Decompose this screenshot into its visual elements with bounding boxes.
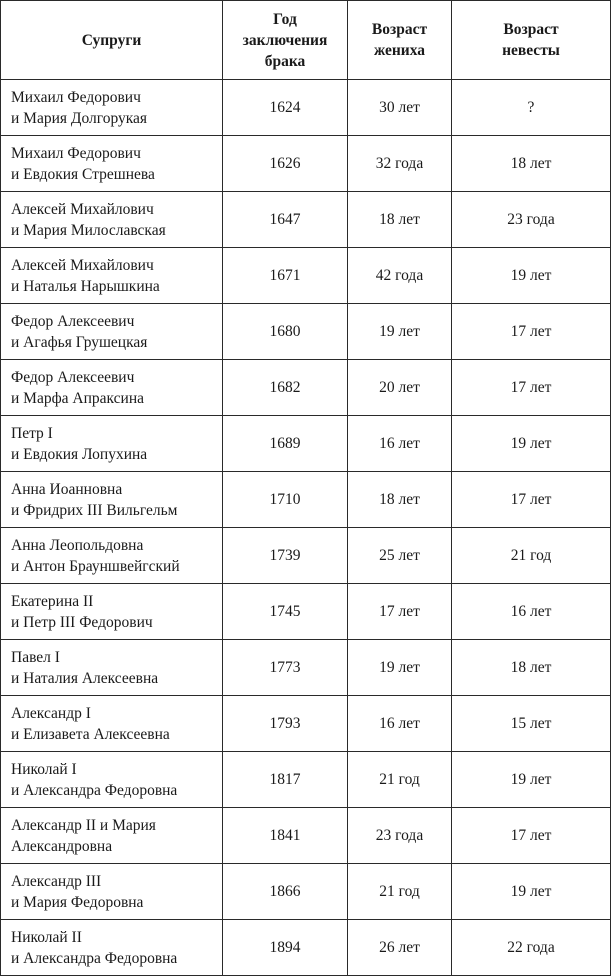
spouses-line: Анна Леопольдовна (11, 536, 144, 554)
spouses-line: и Мария Долгорукая (11, 109, 148, 127)
spouses-line: Петр I (11, 424, 53, 442)
year-cell: 1710 (223, 472, 348, 528)
table-row (1, 248, 611, 304)
groom-age-cell: 16 лет (348, 416, 452, 472)
spouses-line: Анна Иоанновна (11, 480, 123, 498)
spouses-line: и Антон Брауншвейгский (11, 557, 180, 575)
table-row (1, 864, 611, 920)
spouses-line: и Петр III Федорович (11, 613, 153, 631)
bride-age-cell: 17 лет (452, 360, 611, 416)
groom-age-cell: 17 лет (348, 584, 452, 640)
header-row (1, 1, 611, 80)
spouses-cell (1, 752, 223, 808)
header-bride-age (452, 1, 611, 80)
header-year-line: Год (273, 10, 297, 28)
table-row (1, 304, 611, 360)
year-cell: 1626 (223, 136, 348, 192)
table-row (1, 752, 611, 808)
table-row (1, 80, 611, 136)
spouses-line: и Марфа Апраксина (11, 389, 144, 407)
spouses-cell (1, 416, 223, 472)
spouses-line: Алексей Михайлович (11, 256, 154, 274)
spouses-cell (1, 304, 223, 360)
spouses-cell (1, 864, 223, 920)
table-body (1, 80, 611, 976)
spouses-cell (1, 584, 223, 640)
groom-age-cell: 26 лет (348, 920, 452, 976)
bride-age-cell: 17 лет (452, 304, 611, 360)
spouses-line: Александровна (11, 837, 113, 855)
bride-age-cell: 18 лет (452, 640, 611, 696)
header-groom-age (348, 1, 452, 80)
spouses-cell (1, 808, 223, 864)
year-cell: 1866 (223, 864, 348, 920)
groom-age-cell: 23 года (348, 808, 452, 864)
spouses-cell (1, 136, 223, 192)
bride-age-cell: 21 год (452, 528, 611, 584)
table-header (1, 1, 611, 80)
spouses-line: Алексей Михайлович (11, 200, 154, 218)
table-row (1, 808, 611, 864)
groom-age-cell: 18 лет (348, 192, 452, 248)
spouses-cell (1, 248, 223, 304)
bride-age-cell: 19 лет (452, 752, 611, 808)
groom-age-cell: 30 лет (348, 80, 452, 136)
header-groom-age-line: Возраст (371, 21, 428, 38)
bride-age-cell: 19 лет (452, 864, 611, 920)
spouses-line: и Наталья Нарышкина (11, 277, 160, 295)
spouses-line: Федор Алексеевич (11, 312, 135, 330)
spouses-line: Михаил Федорович (11, 144, 141, 162)
bride-age-cell: 23 года (452, 192, 611, 248)
header-bride-age-line: Возраст (503, 21, 559, 38)
spouses-cell (1, 80, 223, 136)
spouses-line: Александр III (11, 872, 102, 890)
groom-age-cell: 20 лет (348, 360, 452, 416)
year-cell: 1793 (223, 696, 348, 752)
year-cell: 1689 (223, 416, 348, 472)
spouses-line: и Мария Милославская (11, 221, 166, 239)
groom-age-cell: 19 лет (348, 640, 452, 696)
spouses-cell (1, 472, 223, 528)
header-year (223, 1, 348, 80)
bride-age-cell: 19 лет (452, 416, 611, 472)
spouses-line: Павел I (11, 648, 60, 666)
bride-age-cell: 17 лет (452, 472, 611, 528)
spouses-line: Александр II и Мария (11, 816, 156, 834)
year-cell: 1680 (223, 304, 348, 360)
header-spouses (1, 1, 223, 80)
spouses-line: Михаил Федорович (11, 88, 141, 106)
groom-age-cell: 32 года (348, 136, 452, 192)
header-bride-age-line: невесты (502, 42, 560, 59)
year-cell: 1624 (223, 80, 348, 136)
header-groom-age-line: жениха (373, 42, 426, 59)
year-cell: 1745 (223, 584, 348, 640)
bride-age-cell: ? (452, 80, 611, 136)
year-cell: 1647 (223, 192, 348, 248)
year-cell: 1671 (223, 248, 348, 304)
header-year-line: брака (264, 52, 306, 70)
table-row (1, 528, 611, 584)
spouses-line: и Евдокия Лопухина (11, 445, 148, 463)
groom-age-cell: 21 год (348, 864, 452, 920)
spouses-cell (1, 528, 223, 584)
table-row (1, 584, 611, 640)
spouses-line: и Александра Федоровна (11, 949, 178, 967)
spouses-line: Федор Алексеевич (11, 368, 135, 386)
year-cell: 1894 (223, 920, 348, 976)
spouses-cell (1, 640, 223, 696)
year-cell: 1739 (223, 528, 348, 584)
groom-age-cell: 42 года (348, 248, 452, 304)
year-cell: 1817 (223, 752, 348, 808)
bride-age-cell: 15 лет (452, 696, 611, 752)
bride-age-cell: 17 лет (452, 808, 611, 864)
spouses-line: Александр I (11, 704, 91, 722)
spouses-cell (1, 696, 223, 752)
year-cell: 1682 (223, 360, 348, 416)
table-row (1, 416, 611, 472)
spouses-line: Николай II (11, 928, 82, 946)
spouses-cell (1, 360, 223, 416)
spouses-line: и Евдокия Стрешнева (11, 165, 155, 183)
bride-age-cell: 18 лет (452, 136, 611, 192)
header-year-line: заключения (242, 31, 328, 49)
year-cell: 1773 (223, 640, 348, 696)
bride-age-cell: 22 года (452, 920, 611, 976)
table-row (1, 696, 611, 752)
groom-age-cell: 21 год (348, 752, 452, 808)
groom-age-cell: 18 лет (348, 472, 452, 528)
table-row (1, 920, 611, 976)
header-spouses-line: Супруги (81, 31, 142, 49)
spouses-line: и Елизавета Алексеевна (11, 725, 170, 743)
spouses-line: и Агафья Грушецкая (11, 333, 148, 351)
table-row (1, 640, 611, 696)
spouses-line: Николай I (11, 760, 77, 778)
groom-age-cell: 25 лет (348, 528, 452, 584)
bride-age-cell: 16 лет (452, 584, 611, 640)
bride-age-cell: 19 лет (452, 248, 611, 304)
spouses-cell (1, 920, 223, 976)
spouses-line: и Александра Федоровна (11, 781, 178, 799)
spouses-line: и Мария Федоровна (11, 893, 144, 911)
spouses-line: Екатерина II (11, 592, 94, 610)
spouses-line: и Наталия Алексеевна (11, 669, 159, 687)
spouses-line: и Фридрих III Вильгельм (11, 501, 178, 519)
year-cell: 1841 (223, 808, 348, 864)
spouses-cell (1, 192, 223, 248)
table-row (1, 136, 611, 192)
groom-age-cell: 16 лет (348, 696, 452, 752)
table-row (1, 472, 611, 528)
table-row (1, 192, 611, 248)
groom-age-cell: 19 лет (348, 304, 452, 360)
table-row (1, 360, 611, 416)
